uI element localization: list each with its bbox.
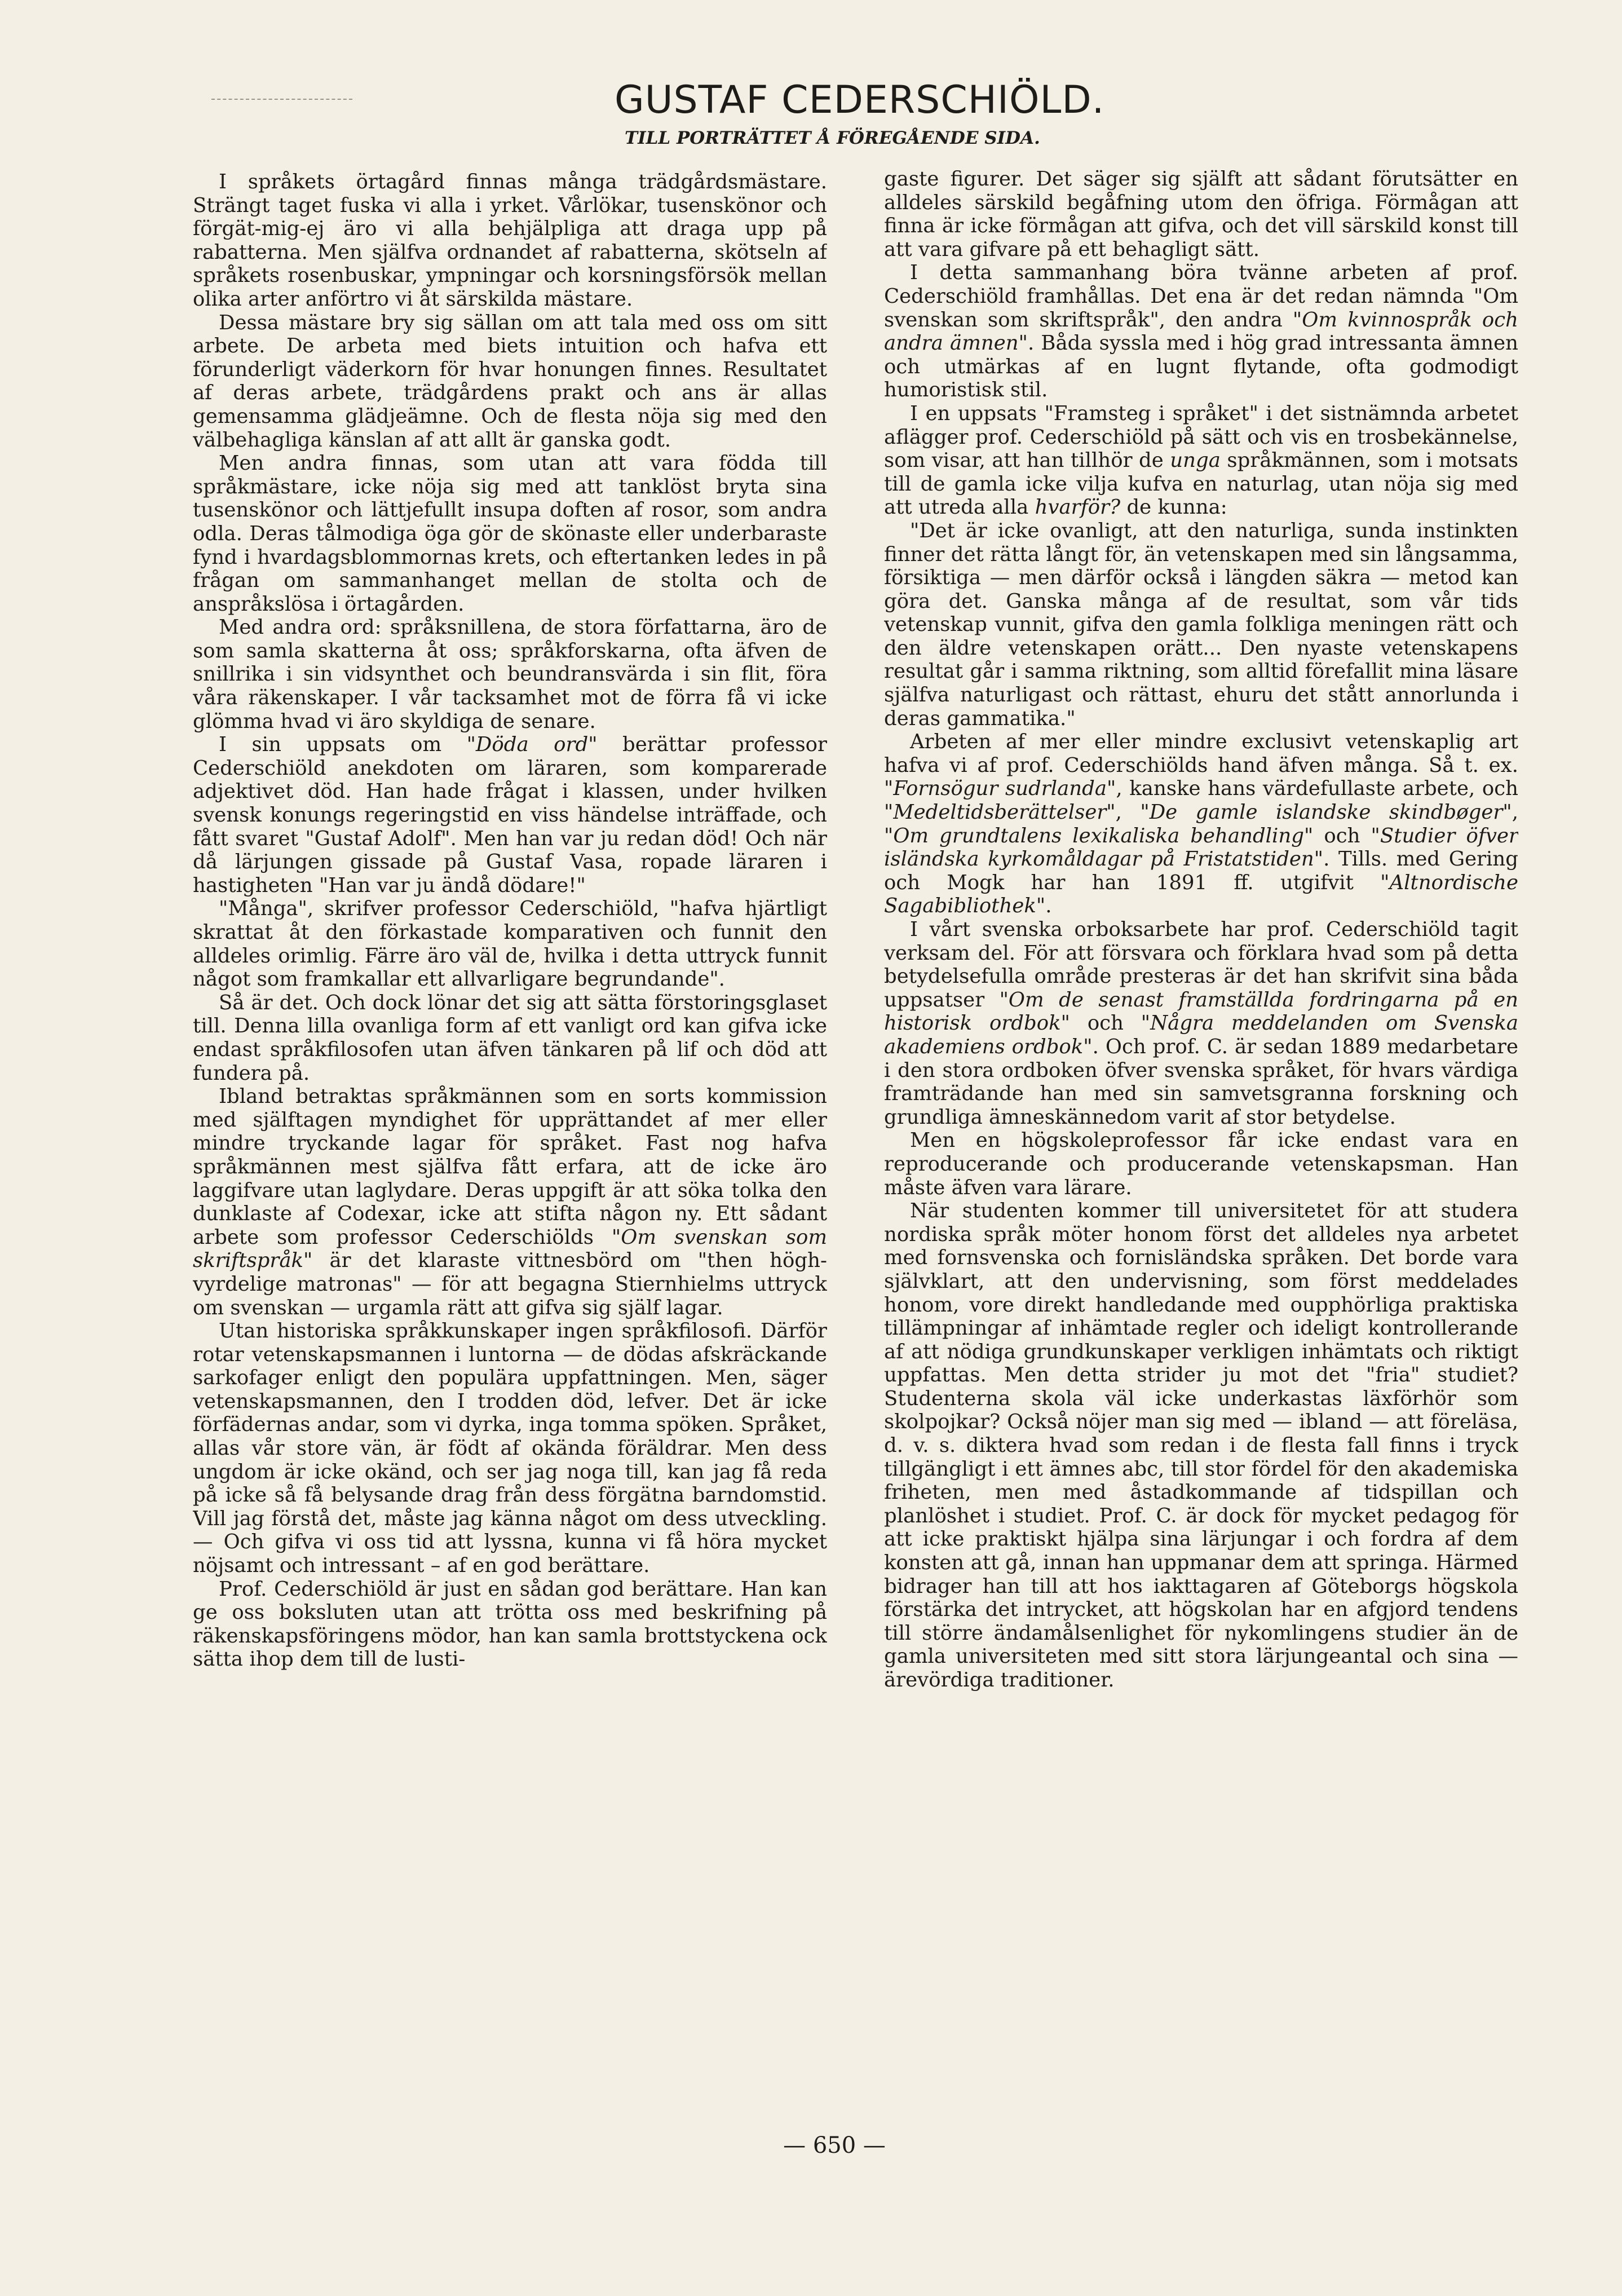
paragraph-text: I en uppsats "Framsteg i språket" i det sistnämnda arbetet aflägger prof. Cederschiöld på sätt och vis en trosbekännelse, som visar, att han tillhör de	[884, 401, 1518, 473]
work-title: "Om grundtalens lexikaliska behandling"	[884, 824, 1314, 847]
paragraph	[884, 261, 1518, 402]
paragraph: Men andra finnas, som utan att vara födda till språkmästare, icke nöja sig med att tanklöst bryta sina tusenskönor och lättjefullt insupa doften af rosor, som andra odla. Deras tålmodiga öga gör de skönaste eller underbaraste fynd i hvardagsblommornas krets, och eftertanken ledes in på frågan om sammanhanget mellan de stolta och de anspråkslösa i örtagården.	[193, 452, 827, 616]
paragraph-text: I sin uppsats om	[219, 733, 467, 757]
paragraph: "Många", skrifver professor Cederschiöld, "hafva hjärtligt skrattat åt den förkastade komparativen och funnit den alldeles orimlig. Färre äro väl de, hvilka i detta uttryck funnit något som framkallar ett allvarligare begrundande".	[193, 897, 827, 991]
paragraph-text: språkmännen, som i motsats till de gamla icke vilja kufva en naturlag, utan nöja sig med att utreda alla	[884, 449, 1518, 519]
paragraph-text: och	[1069, 1012, 1141, 1035]
emphasis: unga	[1170, 449, 1221, 473]
paragraph: Dessa mästare bry sig sällan om att tala med oss om sitt arbete. De arbeta med biets intuition och hafva ett förunderligt väderkorn för hvar honungen finnes. Resultatet af deras arbete, trädgårdens prakt och ans är allas gemensamma glädjeämne. Och de flesta nöja sig med den välbehagliga känslan af att allt är ganska godt.	[193, 311, 827, 452]
paragraph-text: I vårt svenska orboksarbete har prof. Cederschiöld tagit verksam del. För att försvara och förklara hvad som på detta betydelsefulla område presteras är det han skrifvit sina båda uppsatser	[884, 918, 1518, 1012]
paragraph-text: . Båda syssla med i hög grad intressanta ämnen och utmärkas af en lugnt flytande, ofta godmodigt humoristisk stil.	[884, 332, 1518, 402]
paragraph-text: de kunna:	[1120, 496, 1227, 519]
work-title: "Medeltidsberättelser"	[884, 801, 1116, 824]
paragraph-text: I detta sammanhang böra tvänne arbeten af prof. Cederschiöld framhållas. Det ena är det redan nämnda "Om svenskan som skriftspråk", den andra	[884, 261, 1518, 332]
paragraph: När studenten kommer till universitetet för att studera nordiska språk möter honom först det alldeles nya arbetet med fornsvenska och fornisländska språken. Det borde vara självklart, att den undervisning, som först meddelades honom, vore direkt handledande med oupphörliga praktiska tillämpningar af inhämtade regler och ideligt kontrollerande af att nödiga grundkunskaper verkligen inhämtats och riktigt uppfattas. Men detta strider ju mot det "fria" studiet? Studenterna skola väl icke underkastas läxförhör som skolpojkar? Också nöjer man sig med — ibland — att föreläsa, d. v. s. diktera hvad som redan i de flesta fall finns i tryck tillgängligt i ett ämnes abc, till stor fördel för den akademiska friheten, men med åstadkommande af tidspillan och planlöshet i studiet. Prof. C. är dock för mycket pedagog för att icke praktiskt hjälpa sina lärjungar i och fordra af dem konsten att gå, innan han uppmanar dem att springa. Härmed bidrager han till att hos iakttagaren af Göteborgs högskola förstärka det intrycket, att högskolan har en afgjord tendens till större ändamålsenlighet för nykomlingens studier än de gamla universiteten med sitt stora lärjungeantal och sina — ärevördiga traditioner.	[884, 1199, 1518, 1692]
paragraph-text: ,	[1115, 801, 1141, 824]
work-title: "Studier öfver isländska kyrkomåldagar på Fristatstiden"	[884, 824, 1518, 871]
work-title: "Döda ord"	[466, 733, 598, 757]
work-title: "Några meddelanden om Svenska akademiens ordbok"	[884, 1012, 1518, 1058]
work-title: "Fornsögur sudrlanda"	[884, 777, 1116, 801]
paragraph: Utan historiska språkkunskaper ingen språkfilosofi. Därför rotar vetenskapsmannen i luntorna — de dödas afskräckande sarkofager enligt den populära uppfattningen. Men, säger vetenskapsmannen, den I trodden död, lefver. Det är icke förfädernas andar, som vi dyrka, inga tomma spöken. Språket, allas vår store vän, är födt af okända föräldrar. Men dess ungdom är icke okänd, och ser jag noga till, kan jag få reda på icke så få belysande drag från dess förgätna barndomstid. Vill jag förstå det, måste jag känna något om dess utveckling. — Och gifva vi oss tid att lyssna, kunna vi få höra mycket nöjsamt och intressant – af en god berättare.	[193, 1319, 827, 1578]
paragraph: gaste figurer. Det säger sig själft att sådant förutsätter en alldeles särskild begåfning utom den öfriga. Förmågan att finna är icke förmågan att gifva, och det vill särskild konst till att vara gifvare på ett behagligt sätt.	[884, 167, 1518, 261]
paragraph	[884, 402, 1518, 519]
paragraph-text: berättar professor Cederschiöld anekdoten om läraren, som komparerade adjektivet död. Han hade frågat i klassen, under hvilken svensk konungs regeringstid en viss händelse inträffade, och fått svaret "Gustaf Adolf". Men han var ju redan död! Och när då lärjungen gissade på Gustaf Vasa, ropade läraren i hastigheten "Han var ju ändå dödare!"	[193, 733, 827, 897]
paragraph-text: . Tills. med Gering och Mogk har han 1891 ff. utgifvit	[884, 847, 1518, 894]
paragraph-text: . Och prof. C. är sedan 1889 medarbetare i den stora ordboken öfver svenska språket, för hvars värdiga framträdande han med sin samvetsgranna forskning och grundliga ämneskännedom varit af stor betydelse.	[884, 1035, 1518, 1129]
paragraph: I språkets örtagård finnas många trädgårdsmästare. Strängt taget fuska vi alla i yrket. Vårlökar, tusenskönor och förgät-mig-ej äro vi alla behjälpliga att draga upp på rabatterna. Men själfva ordnandet af rabatterna, skötseln af språkets rosenbuskar, ympningar och korsningsförsök mellan olika arter anförtro vi åt särskilda mästare.	[193, 170, 827, 311]
title-ornament	[211, 99, 352, 100]
work-title: "Altnordische Sagabibliothek"	[884, 871, 1518, 918]
paragraph-text: är det klaraste vittnesbörd om "then högh-vyrdelige matronas" — för att begagna Stiernhielms uttryck om svenskan — urgamla rätt att gifva sig själf lagar.	[193, 1249, 827, 1319]
emphasis: hvarför?	[1035, 496, 1121, 519]
paragraph-text: .	[1045, 894, 1052, 918]
work-title: "De gamle islandske skindbøger"	[1140, 801, 1512, 824]
paragraph-text: Ibland betraktas språkmännen som en sorts kommission med själftagen myndighet för upprättandet af mer eller mindre tryckande lagar för språket. Fast nog hafva språkmännen mest själfva fått erfara, att de icke äro laggifvare utan laglydare. Deras uppgift är att söka tolka den dunklaste af Codexar, icke att stifta någon ny. Ett sådant arbete som professor Cederschiölds	[193, 1085, 827, 1249]
left-column	[193, 170, 827, 2110]
paragraph	[193, 1085, 827, 1319]
paragraph	[884, 730, 1518, 918]
paragraph-text: och	[1313, 824, 1371, 847]
paragraph: Prof. Cederschiöld är just en sådan god berättare. Han kan ge oss boksluten utan att trötta oss med beskrifning på räkenskapsföringens mödor, han kan samla brottstyckena ock sätta ihop dem till de lusti-	[193, 1577, 827, 1671]
right-column	[884, 167, 1518, 2107]
paragraph: Med andra ord: språksnillena, de stora författarna, äro de som samla skatterna åt oss; språkforskarna, ofta äfven de snillrika i sin vidsynthet och beundransvärda i sin flit, föra våra räkenskaper. I vår tacksamhet mot de förra få vi icke glömma hvad vi äro skyldiga de senare.	[193, 616, 827, 733]
work-title: "Om kvinnospråk och andra ämnen"	[884, 308, 1518, 355]
page-title: GUSTAF CEDERSCHIÖLD.	[615, 78, 1105, 122]
paragraph-text: ,	[1511, 801, 1518, 824]
quotation: "Det är icke ovanligt, att den naturliga, sunda instinkten finner det rätta långt för, än vetenskapen med sin långsamma, försiktiga — men därför också i längden säkra — metod kan göra det. Ganska många af de resultat, som vår tids vetenskap vunnit, gifva den gamla folkliga meningen rätt och den äldre vetenskapen orätt... Den nyaste vetenskapens resultat går i samma riktning, som alltid förefallit mina läsare själfva naturligast och rättast, ehuru det stått annorlunda i deras gammatika."	[884, 519, 1518, 730]
paragraph	[193, 733, 827, 897]
work-title: "Om de senast framställda fordringarna på en historisk ordbok"	[884, 988, 1518, 1035]
paragraph	[884, 918, 1518, 1129]
paragraph: Men en högskoleprofessor får icke endast vara en reproducerande och producerande vetenskapsman. Han måste äfven vara lärare.	[884, 1129, 1518, 1199]
paragraph-text: , kanske hans värdefullaste arbete, och	[1116, 777, 1518, 801]
paragraph-text: Arbeten af mer eller mindre exclusivt vetenskaplig art hafva vi af prof. Cederschiölds hand äfven många. Så t. ex.	[884, 730, 1518, 777]
work-title: "Om svenskan som skriftspråk"	[193, 1225, 827, 1273]
page-number: — 650 —	[783, 2132, 886, 2158]
page-subtitle: TILL PORTRÄTTET Å FÖREGÅENDE SIDA.	[625, 128, 1040, 148]
paragraph: Så är det. Och dock lönar det sig att sätta förstoringsglaset till. Denna lilla ovanliga form af ett vanligt ord kan gifva icke endast språkfilosofen utan äfven tänkaren på lif och död att fundera på.	[193, 991, 827, 1085]
